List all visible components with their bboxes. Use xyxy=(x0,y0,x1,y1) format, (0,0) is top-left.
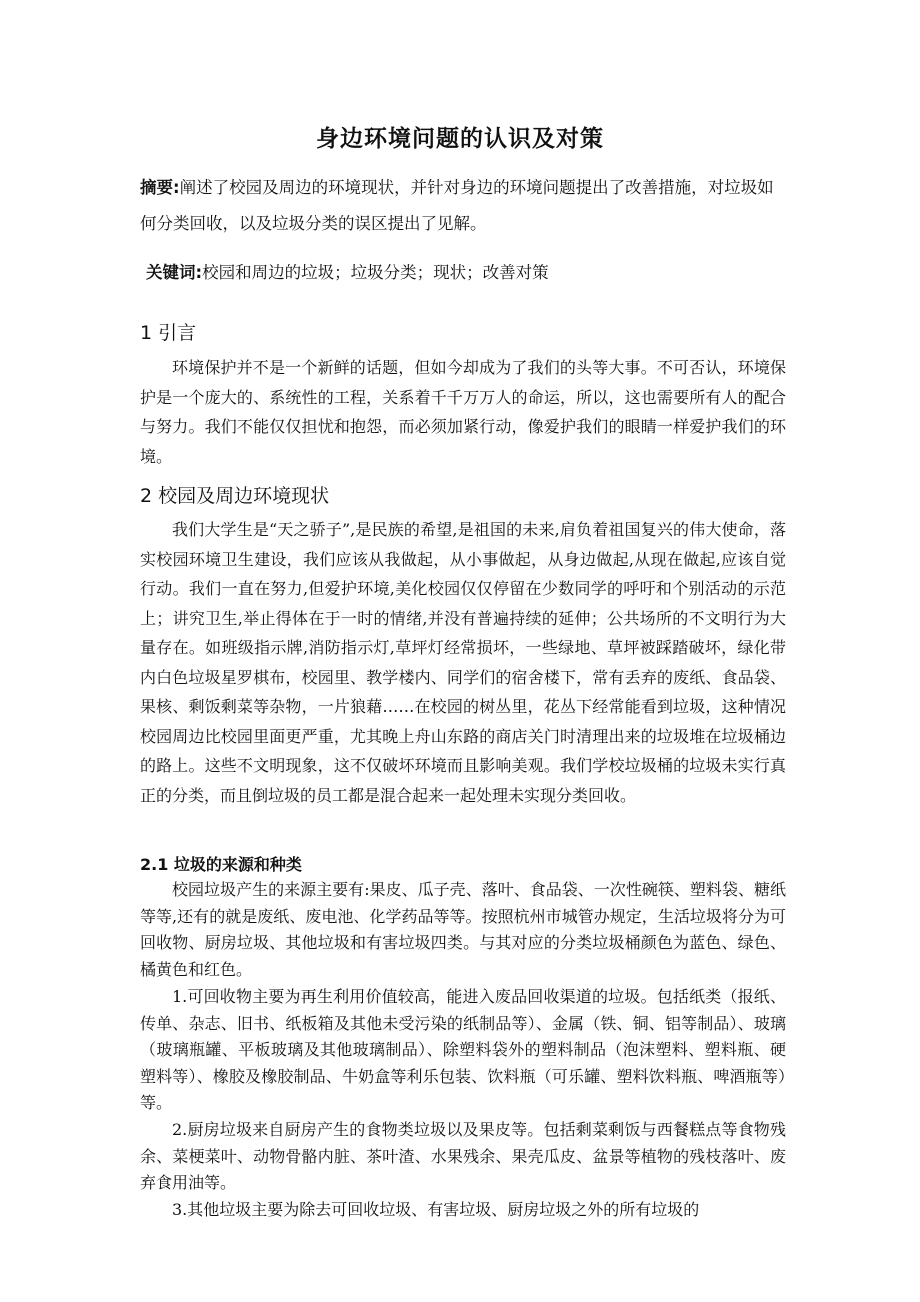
section-2-1-paragraph-3: 2.厨房垃圾来自厨房产生的食物类垃圾以及果皮等。包括剩菜剩饭与西餐糕点等食物残余、菜梗菜叶、动物骨骼内脏、茶叶渣、水果残余、果壳瓜皮、盆景等植物的残枝落叶、废弃食用油等。 xyxy=(140,1120,786,1192)
abstract-label: 摘要: xyxy=(140,178,180,197)
document-title: 身边环境问题的认识及对策 xyxy=(316,126,604,152)
section-1-paragraph: 环境保护并不是一个新鲜的话题，但如今却成为了我们的头等大事。不可否认，环境保护是一个庞大的、系统性的工程，关系着千千万万人的命运，所以，这也需要所有人的配合与努力。我们不能仅仅担忧和抱怨，而必须加紧行动，像爱护我们的眼睛一样爱护我们的环境。 xyxy=(140,358,786,466)
section-2-heading: 2 校园及周边环境现状 xyxy=(140,485,330,507)
section-2-paragraph: 我们大学生是“天之骄子”,是民族的希望,是祖国的未来,肩负着祖国复兴的伟大使命，落实校园环境卫生建设，我们应该从我做起，从小事做起，从身边做起,从现在做起,应该自觉行动。我们一直在努力,但爱护环境,美化校园仅仅停留在少数同学的呼吁和个别活动的示范上；讲究卫生,举止得体在于一时的情绪,并没有普遍持续的延伸；公共场所的不文明行为大量存在。如班级指示牌,消防指示灯,草坪灯经常损坏，一些绿地、草坪被踩踏破坏，绿化带内白色垃圾星罗棋布，校园里、教学楼内、同学们的宿舍楼下，常有丢弃的废纸、食品袋、果核、剩饭剩菜等杂物，一片狼藉……在校园的树丛里，花丛下经常能看到垃圾，这种情况校园周边比校园里面更严重，尤其晚上舟山东路的商店关门时清理出来的垃圾堆在垃圾桶边的路上。这些不文明现象，这不仅破坏环境而且影响美观。我们学校垃圾桶的垃圾未实行真正的分类，而且倒垃圾的员工都是混合起来一起处理未实现分类回收。 xyxy=(140,520,786,805)
section-2-1-paragraph-4: 3.其他垃圾主要为除去可回收垃圾、有害垃圾、厨房垃圾之外的所有垃圾的 xyxy=(172,1200,700,1219)
section-2-1-paragraph-1: 校园垃圾产生的来源主要有:果皮、瓜子壳、落叶、食品袋、一次性碗筷、塑料袋、糖纸等等,还有的就是废纸、废电池、化学药品等等。按照杭州市城管办规定，生活垃圾将分为可回收物、厨房垃圾、其他垃圾和有害垃圾四类。与其对应的分类垃圾桶颜色为蓝色、绿色、橘黄色和红色。 xyxy=(140,880,786,979)
section-1-heading: 1 引言 xyxy=(140,322,197,344)
keywords xyxy=(146,258,786,288)
section-2-1-paragraph-2: 1.可回收物主要为再生利用价值较高，能进入废品回收渠道的垃圾。包括纸类（报纸、传单、杂志、旧书、纸板箱及其他未受污染的纸制品等）、金属（铁、铜、铝等制品）、玻璃（玻璃瓶罐、平板玻璃及其他玻璃制品）、除塑料袋外的塑料制品（泡沫塑料、塑料瓶、硬塑料等）、橡胶及橡胶制品、牛奶盒等利乐包装、饮料瓶（可乐罐、塑料饮料瓶、啤酒瓶等）等。 xyxy=(140,987,786,1112)
abstract xyxy=(140,170,788,242)
keywords-text: 校园和周边的垃圾；垃圾分类；现状；改善对策 xyxy=(202,263,549,282)
keywords-label: 关键词: xyxy=(146,263,203,282)
section-2-1-heading: 2.1 垃圾的来源和种类 xyxy=(140,855,302,874)
abstract-text: 阐述了校园及周边的环境现状，并针对身边的环境问题提出了改善措施，对垃圾如何分类回收，以及垃圾分类的误区提出了见解。 xyxy=(140,178,774,233)
